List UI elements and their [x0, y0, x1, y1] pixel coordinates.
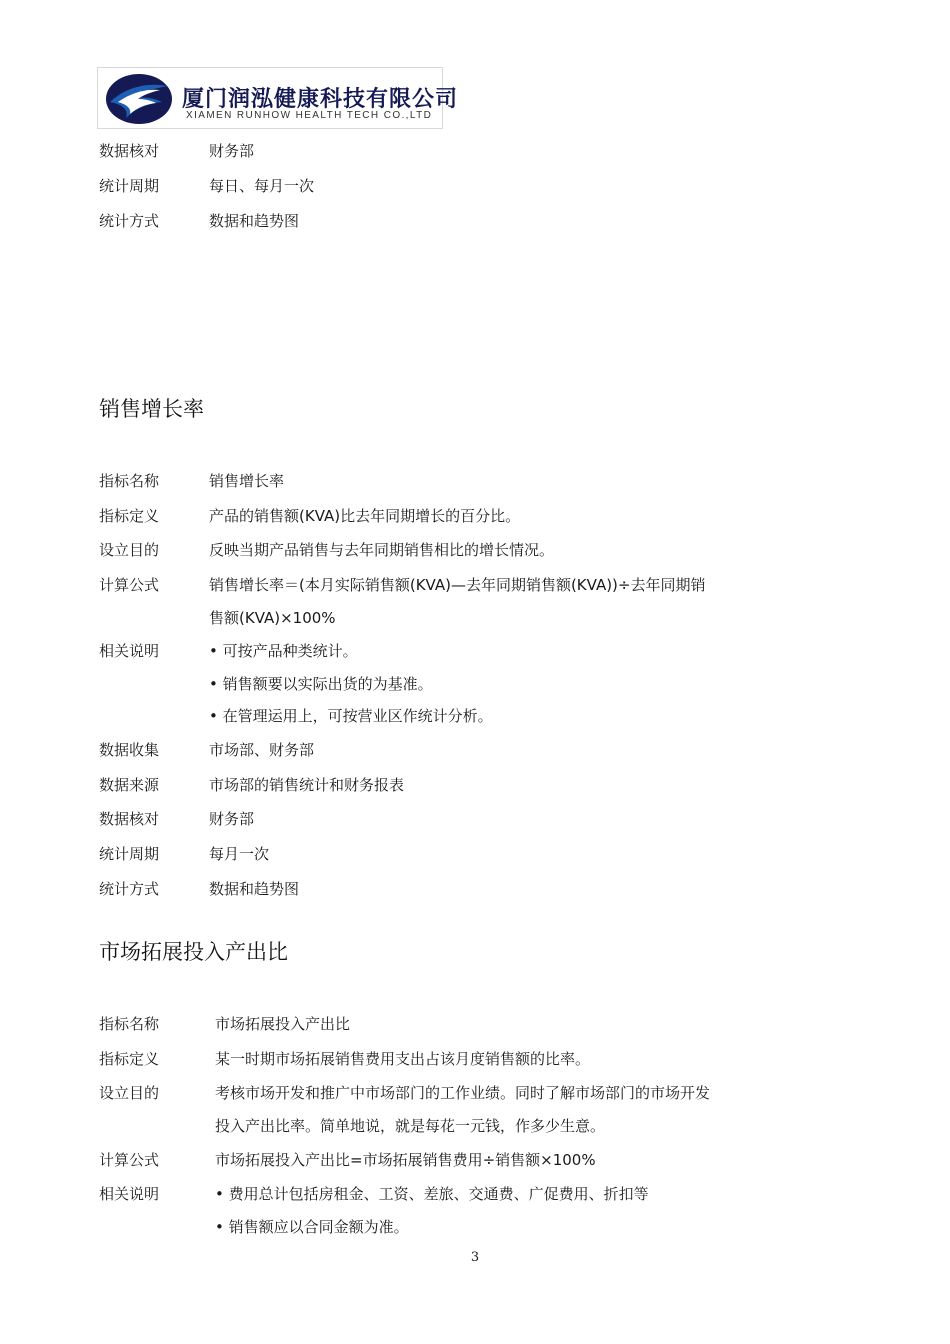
field-value: 数据和趋势图 — [209, 212, 300, 230]
field-label: 统计周期 — [99, 177, 160, 195]
field-label: 数据来源 — [99, 776, 160, 794]
company-logo — [97, 67, 459, 129]
logo-emblem-icon — [104, 72, 174, 126]
field-label: 计算公式 — [99, 576, 160, 594]
field-label: 统计周期 — [99, 845, 160, 863]
field-value: 市场部的销售统计和财务报表 — [209, 776, 405, 794]
field-label: 数据收集 — [99, 741, 160, 759]
field-label: 设立目的 — [99, 1084, 160, 1102]
section-heading-sales-growth: 销售增长率 — [99, 397, 204, 421]
bullet-item: • 销售额应以合同金额为准。 — [215, 1218, 409, 1236]
field-label: 指标名称 — [99, 1015, 160, 1033]
logo-company-name-cn: 厦门润泓健康科技有限公司 — [182, 87, 459, 112]
field-label: 计算公式 — [99, 1151, 160, 1169]
field-label: 指标定义 — [99, 507, 160, 525]
field-value: 数据和趋势图 — [209, 880, 300, 898]
field-label: 数据核对 — [99, 810, 160, 828]
field-value: 销售增长率＝(本月实际销售额(KVA)—去年同期销售额(KVA))÷去年同期销 — [209, 576, 706, 594]
bullet-item: • 费用总计包括房租金、工资、差旅、交通费、广促费用、折扣等 — [215, 1185, 649, 1203]
field-label: 数据核对 — [99, 142, 160, 160]
section-heading-market-ratio: 市场拓展投入产出比 — [99, 940, 288, 964]
field-label: 相关说明 — [99, 642, 160, 660]
logo-company-name-en: XIAMEN RUNHOW HEALTH TECH CO.,LTD — [186, 110, 433, 121]
field-label: 指标名称 — [99, 472, 160, 490]
field-label: 统计方式 — [99, 880, 160, 898]
field-value: 财务部 — [209, 142, 255, 160]
field-label: 设立目的 — [99, 541, 160, 559]
field-value-continued: 投入产出比率。简单地说，就是每花一元钱，作多少生意。 — [215, 1117, 606, 1135]
field-value: 每月一次 — [209, 845, 270, 863]
field-value: 每日、每月一次 — [209, 177, 315, 195]
field-label: 指标定义 — [99, 1050, 160, 1068]
field-value: 某一时期市场拓展销售费用支出占该月度销售额的比率。 — [215, 1050, 591, 1068]
field-value: 销售增长率 — [209, 472, 285, 490]
field-value-continued: 售额(KVA)×100% — [209, 609, 336, 627]
field-value: 产品的销售额(KVA)比去年同期增长的百分比。 — [209, 507, 521, 525]
field-label: 相关说明 — [99, 1185, 160, 1203]
field-label: 统计方式 — [99, 212, 160, 230]
bullet-item: • 可按产品种类统计。 — [209, 642, 358, 660]
page-number: 3 — [470, 1250, 480, 1265]
field-value: 财务部 — [209, 810, 255, 828]
bullet-item: • 销售额要以实际出货的为基准。 — [209, 675, 433, 693]
field-value: 市场拓展投入产出比 — [215, 1015, 351, 1033]
field-value: 市场部、财务部 — [209, 741, 315, 759]
field-value: 市场拓展投入产出比=市场拓展销售费用÷销售额×100% — [215, 1151, 596, 1169]
bullet-item: • 在管理运用上，可按营业区作统计分析。 — [209, 707, 493, 725]
field-value: 反映当期产品销售与去年同期销售相比的增长情况。 — [209, 541, 555, 559]
field-value: 考核市场开发和推广中市场部门的工作业绩。同时了解市场部门的市场开发 — [215, 1084, 711, 1102]
